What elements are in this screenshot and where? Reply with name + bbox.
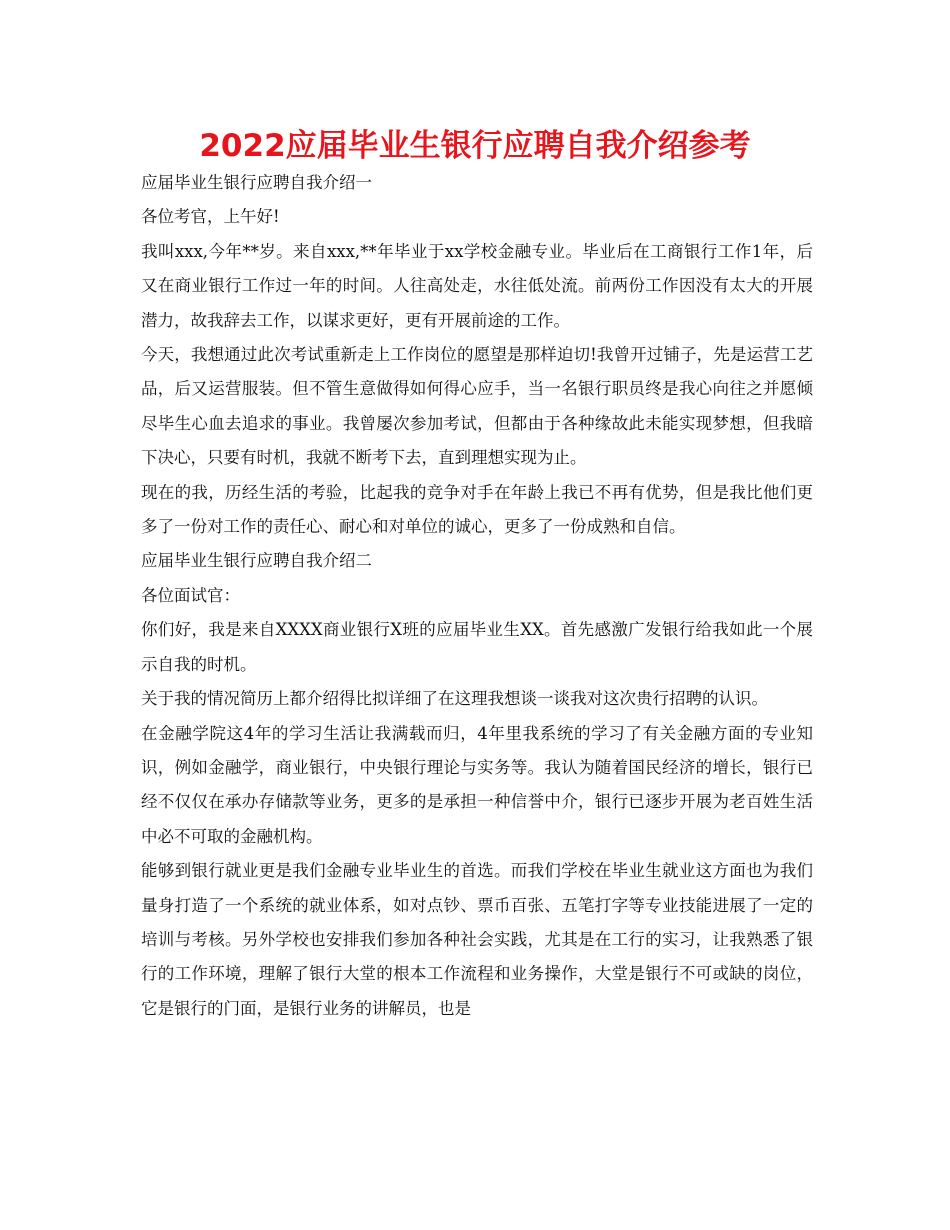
paragraph: 你们好，我是来自XXXX商业银行X班的应届毕业生XX。首先感激广发银行给我如此一个展示自我的时机。	[141, 620, 813, 674]
paragraph: 关于我的情况简历上都介绍得比拟详细了在这理我想谈一谈我对这次贵行招聘的认识。	[141, 689, 768, 709]
paragraph: 在金融学院这4年的学习生活让我满载而归，4年里我系统的学习了有关金融方面的专业知识，例如金融学，商业银行，中央银行理论与实务等。我认为随着国民经济的增长，银行已经不仅仅在承办存储款等业务，更多的是承担一种信誉中介，银行已逐步开展为老百姓生活中必不可取的金融机构。	[141, 723, 813, 846]
paragraph-greeting-1: 各位考官，上午好!	[141, 207, 280, 227]
document-body	[141, 166, 813, 1026]
paragraph: 现在的我，历经生活的考验，比起我的竞争对手在年龄上我已不再有优势，但是我比他们更多了一份对工作的责任心、耐心和对单位的诚心，更多了一份成熟和自信。	[141, 482, 813, 537]
paragraph: 能够到银行就业更是我们金融专业毕业生的首选。而我们学校在毕业生就业这方面也为我们量身打造了一个系统的就业体系，如对点钞、票币百张、五笔打字等专业技能进展了一定的培训与考核。另外学校也安排我们参加各种社会实践，尤其是在工行的实习，让我熟悉了银行的工作环境，理解了银行大堂的根本工作流程和业务操作，大堂是银行不可或缺的岗位，它是银行的门面，是银行业务的讲解员，也是	[141, 861, 813, 1018]
paragraph-heading-1: 应届毕业生银行应聘自我介绍一	[141, 173, 372, 192]
paragraph-greeting-2: 各位面试官：	[141, 585, 240, 605]
document-title: 2022应届毕业生银行应聘自我介绍参考	[199, 128, 751, 164]
paragraph-heading-2: 应届毕业生银行应聘自我介绍二	[141, 551, 372, 571]
paragraph: 今天，我想通过此次考试重新走上工作岗位的愿望是那样迫切!我曾开过铺子，先是运营工艺品，后又运营服装。但不管生意做得如何得心应手，当一名银行职员终是我心向往之并愿倾尽毕生心血去追求的事业。我曾屡次参加考试，但都由于各种缘故此未能实现梦想，但我暗下决心，只要有时机，我就不断考下去，直到理想实现为止。	[141, 345, 813, 468]
paragraph: 我叫xxx,今年**岁。来自xxx,**年毕业于xx学校金融专业。毕业后在工商银行工作1年，后又在商业银行工作过一年的时间。人往高处走，水往低处流。前两份工作因没有太大的开展潜力，故我辞去工作，以谋求更好，更有开展前途的工作。	[141, 241, 813, 330]
